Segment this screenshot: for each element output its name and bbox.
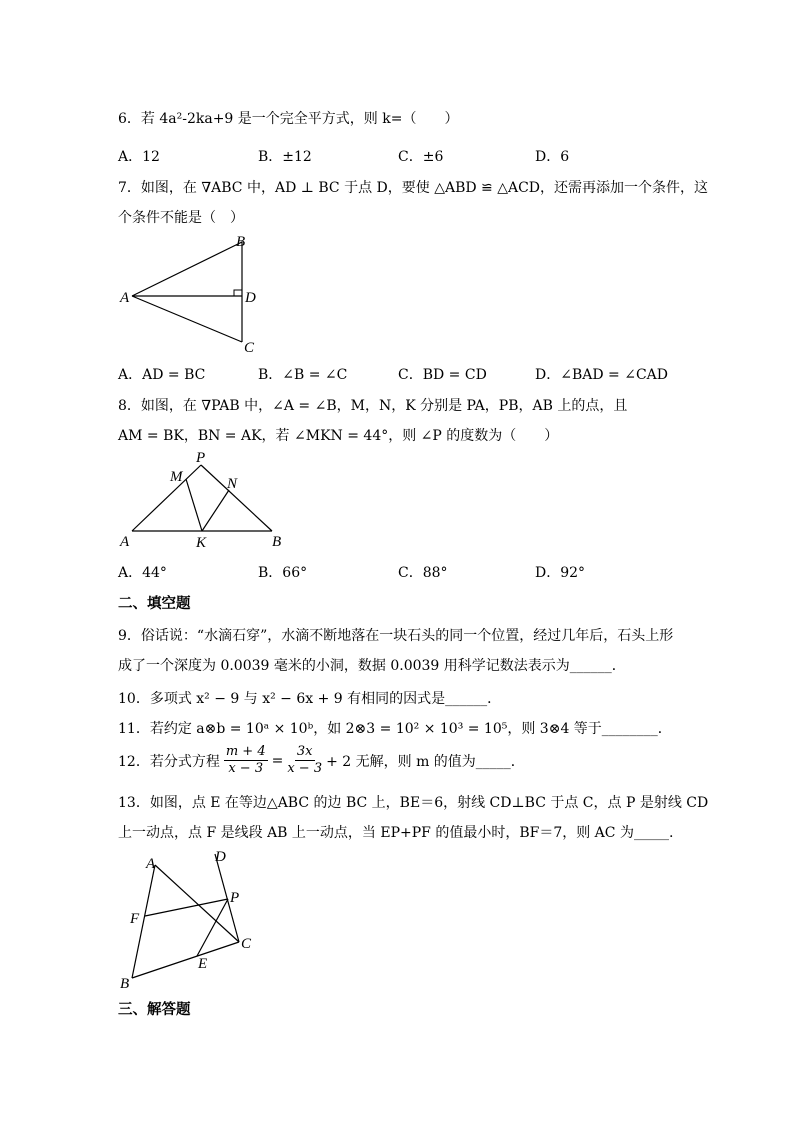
q8-option-a: A．44° bbox=[118, 565, 167, 581]
q13-figure bbox=[116, 846, 266, 991]
q12-prefix: 12．若分式方程 bbox=[118, 753, 220, 770]
q7-segment-ac bbox=[132, 296, 242, 342]
q8-label-m: M bbox=[170, 469, 183, 485]
q6-option-a: A．12 bbox=[118, 149, 160, 165]
q13-label-e: E bbox=[198, 956, 208, 972]
q13-label-p: P bbox=[230, 890, 240, 906]
q8-figure bbox=[114, 448, 294, 553]
q8-stem-line1: 8．如图，在 ∇PAB 中，∠A = ∠B，M，N，K 分别是 PA，PB，AB 上的点，且 bbox=[118, 398, 628, 414]
q12-suffix: + 2 无解，则 m 的值为_____． bbox=[326, 753, 525, 770]
q8-option-d: D．92° bbox=[535, 565, 586, 581]
q8-label-p: P bbox=[196, 450, 206, 466]
q13-line1: 13．如图，点 E 在等边△ABC 的边 BC 上，BE＝6，射线 CD⊥BC 于点 C，点 P 是射线 CD bbox=[118, 795, 709, 811]
q7-figure bbox=[110, 228, 270, 358]
q12-equation-line bbox=[118, 744, 525, 777]
q6-option-b: B．±12 bbox=[258, 149, 312, 165]
q7-label-d: D bbox=[245, 290, 256, 306]
q13-segment-bc bbox=[132, 942, 239, 978]
q6-option-d: D．6 bbox=[535, 149, 570, 165]
q8-option-c: C．88° bbox=[398, 565, 448, 581]
q7-right-angle-mark bbox=[234, 290, 242, 296]
q12-equals: = bbox=[271, 752, 284, 769]
q13-label-c: C bbox=[241, 936, 252, 952]
section-solutions-title: 三、解答题 bbox=[118, 1002, 191, 1018]
q9-line2: 成了一个深度为 0.0039 毫米的小洞，数据 0.0039 用科学记数法表示为______． bbox=[118, 658, 626, 674]
q7-option-b: B．∠B = ∠C bbox=[258, 367, 348, 383]
q9-line1: 9．俗话说：“水滴石穿”，水滴不断地落在一块石头的同一个位置，经过几年后，石头上形 bbox=[118, 628, 674, 644]
q8-segment-nk bbox=[202, 490, 229, 531]
q13-line2: 上一动点，点 F 是线段 AB 上一动点，当 EP+PF 的值最小时，BF＝7，则 AC 为_____. bbox=[118, 825, 674, 841]
q8-stem-line2: AM = BK，BN = AK，若 ∠MKN = 44°，则 ∠P 的度数为（ ） bbox=[118, 428, 559, 444]
q7-stem-line2: 个条件不能是（ ） bbox=[118, 210, 244, 226]
q8-label-k: K bbox=[196, 535, 207, 551]
q13-label-d: D bbox=[215, 849, 226, 865]
section-fill-in-blank-title: 二、填空题 bbox=[118, 596, 191, 612]
q10-text: 10．多项式 x² − 9 与 x² − 6x + 9 有相同的因式是______． bbox=[118, 691, 502, 707]
q13-segment-fp bbox=[145, 899, 228, 916]
q13-label-f: F bbox=[130, 911, 140, 927]
q11-text: 11．若约定 a⊗b = 10ᵃ × 10ᵇ，如 2⊗3 = 10² × 10³ = 10⁵，则 3⊗4 等于________． bbox=[118, 721, 672, 737]
q12-fraction-right bbox=[287, 744, 322, 777]
q7-stem-line1: 7．如图，在 ∇ABC 中，AD ⊥ BC 于点 D，要使 △ABD ≌ △ACD，还需再添加一个条件，这 bbox=[118, 180, 709, 196]
q7-label-b: B bbox=[236, 234, 246, 250]
q6-stem: 6．若 4a²-2ka+9 是一个完全平方式，则 k=（ ） bbox=[118, 111, 459, 127]
q8-option-b: B．66° bbox=[258, 565, 308, 581]
q7-label-c: C bbox=[244, 340, 255, 356]
q12-fraction-right-numerator: 3x bbox=[296, 744, 313, 759]
q8-label-b: B bbox=[272, 534, 282, 550]
q12-fraction-left-numerator: m + 4 bbox=[225, 744, 266, 759]
q12-fraction-right-denominator: x − 3 bbox=[287, 761, 323, 776]
q8-segment-pb bbox=[201, 465, 272, 531]
q8-segment-mk bbox=[186, 479, 202, 531]
q7-option-d: D．∠BAD = ∠CAD bbox=[535, 367, 668, 383]
q8-label-a: A bbox=[120, 534, 130, 550]
q7-segment-ab bbox=[132, 242, 242, 296]
q13-segment-ac bbox=[155, 865, 239, 942]
q13-label-b: B bbox=[120, 976, 130, 992]
q12-fraction-left bbox=[224, 744, 268, 777]
q7-option-c: C．BD = CD bbox=[398, 367, 487, 383]
q7-option-a: A．AD = BC bbox=[118, 367, 206, 383]
q12-fraction-left-denominator: x − 3 bbox=[228, 761, 264, 776]
q8-segment-ap bbox=[132, 465, 201, 531]
q13-label-a: A bbox=[146, 856, 156, 872]
q8-label-n: N bbox=[227, 476, 238, 492]
q6-option-c: C．±6 bbox=[398, 149, 444, 165]
q7-label-a: A bbox=[120, 290, 130, 306]
